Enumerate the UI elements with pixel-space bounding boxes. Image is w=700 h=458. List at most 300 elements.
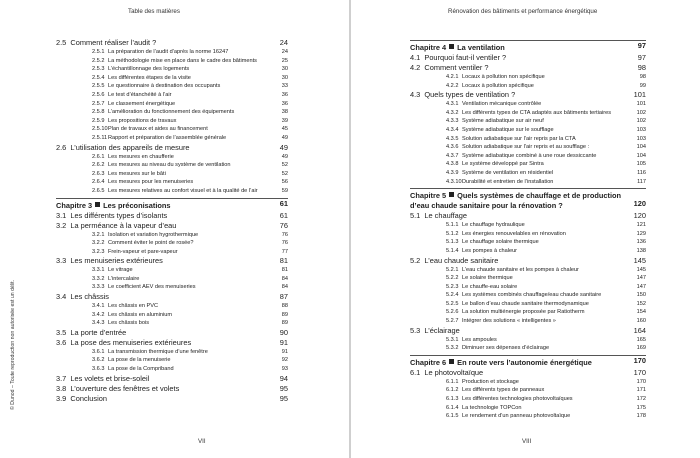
chapter-title-line2: d’eau chaude sanitaire pour la rénovation ?	[410, 201, 563, 211]
toc-entry-title: Diminuer ses dépenses d’éclairage	[462, 345, 550, 352]
toc-entry-number: 3.4.2	[92, 311, 105, 318]
toc-entry-number: 2.5.11	[92, 134, 108, 141]
toc-entry-number: 3.2.3	[92, 248, 105, 255]
toc-subsection-row	[410, 230, 646, 239]
toc-entry-title: La perméance à la vapeur d’eau	[70, 220, 177, 230]
toc-entry-number: 3.3.3	[92, 284, 105, 291]
toc-entry-number: 6.1.1	[446, 378, 459, 385]
toc-entry-number: 2.5	[56, 38, 67, 47]
toc-entry-number: 4.3.2	[446, 109, 459, 116]
toc-entry-page: 49	[281, 134, 288, 141]
toc-subsection-row	[410, 152, 646, 161]
copyright-notice: © Dunod – Toute reproduction non autorisée est un délit.	[10, 279, 16, 410]
toc-entry-title: La technologie TOPCon	[462, 404, 522, 411]
toc-entry-page: 120	[633, 199, 646, 209]
toc-entry-number: 3.6.3	[92, 366, 105, 373]
toc-section-row	[410, 90, 646, 100]
toc-subsection-row	[56, 125, 288, 134]
toc-entry-number: 5.1.1	[446, 222, 459, 229]
chapter-title: La ventilation	[457, 43, 505, 52]
toc-entry-title: L’utilisation des appareils de mesure	[70, 142, 190, 152]
toc-subsection-row	[410, 247, 646, 256]
toc-subsection-row	[56, 275, 288, 284]
toc-entry-number: 2.5.6	[92, 91, 105, 98]
toc-subsection-row	[410, 395, 646, 404]
toc-entry-number: 2.5.3	[92, 66, 105, 73]
toc-entry-number: 4.1	[410, 53, 421, 62]
chapter-number: Chapitre 4	[410, 43, 447, 52]
toc-section-row	[410, 53, 646, 63]
toc-entry-page: 154	[636, 309, 646, 316]
toc-entry-title: Les différents types d’isolants	[70, 210, 168, 220]
toc-entry-page: 76	[281, 231, 288, 238]
toc-section-label	[56, 256, 163, 266]
toc-entry-title: La préparation de l’audit d’après la norme 16247	[108, 49, 229, 55]
toc-entry-page: 104	[636, 144, 646, 151]
toc-entry-number: 2.5.10	[92, 126, 108, 133]
toc-entry-title: Le chauffe-eau solaire	[462, 283, 518, 290]
toc-entry-page: 76	[281, 240, 288, 247]
toc-entry-title: Ventilation mécanique contrôlée	[462, 101, 542, 108]
toc-entry-number: 2.6.4	[92, 179, 105, 186]
chapter-number: Chapitre 6	[410, 357, 447, 367]
toc-entry-page: 33	[281, 83, 288, 90]
toc-entry-number: 6.1.4	[446, 404, 459, 411]
toc-entry-title: Plan de travaux et aides au financement	[108, 126, 208, 133]
toc-entry-title: Les mesures sur le bâti	[108, 170, 166, 177]
toc-entry-number: 4.3.5	[446, 135, 459, 142]
toc-subsection-row	[410, 412, 646, 421]
toc-entry-page: 76	[279, 220, 288, 230]
toc-entry-number: 2.5.4	[92, 74, 105, 81]
toc-section-label	[410, 256, 498, 266]
toc-section-row	[56, 256, 288, 266]
toc-entry-number: 4.3.1	[446, 101, 459, 108]
toc-entry-title: La solution multiénergie proposée par Ratiotherm	[462, 309, 585, 316]
toc-entry-title: Les menuiseries extérieures	[70, 256, 163, 266]
toc-entry-title: Locaux à pollution spécifique	[462, 82, 534, 89]
toc-entry-title: L’ouverture des fenêtres et volets	[70, 383, 180, 393]
toc-entry-title: La pose de la Compriband	[108, 366, 174, 373]
toc-entry-title: Système adiabatique combiné à une roue dessiccante	[462, 152, 597, 159]
toc-subsection-row	[56, 48, 288, 57]
toc-entry-title: La porte d’entrée	[70, 327, 127, 337]
toc-entry-page: 92	[281, 357, 288, 364]
toc-entry-title: Le questionnaire à destination des occupants	[108, 83, 221, 90]
toc-entry-page: 171	[636, 387, 646, 394]
toc-section-row	[56, 211, 288, 221]
toc-entry-title: Les systèmes combinés chauffage/eau chaude sanitaire	[462, 292, 602, 299]
toc-subsection-row	[410, 169, 646, 178]
toc-entry-page: 170	[633, 367, 646, 377]
toc-entry-number: 2.6	[56, 142, 67, 152]
toc-subsection-row	[410, 308, 646, 317]
toc-subsection-row	[56, 239, 288, 248]
toc-entry-number: 3.4	[56, 292, 67, 302]
toc-entry-page: 101	[633, 90, 646, 100]
toc-entry-number: 5.2.1	[446, 266, 459, 273]
toc-subsection-row	[410, 283, 646, 292]
toc-entry-number: 3.1	[56, 210, 67, 220]
toc-section-label	[56, 211, 167, 221]
toc-entry-title: Conclusion	[70, 393, 107, 403]
toc-entry-title: Durabilité et entretien de l’installation	[462, 178, 554, 185]
toc-entry-page: 56	[281, 179, 288, 186]
toc-entry-number: 3.5	[56, 327, 67, 337]
toc-entry-number: 2.5.8	[92, 109, 105, 116]
toc-entry-number: 3.4.3	[92, 320, 105, 327]
toc-entry-number: 3.6.1	[92, 348, 105, 355]
toc-entry-page: 116	[637, 169, 646, 176]
toc-entry-number: 2.6.1	[92, 153, 105, 160]
toc-entry-number: 2.5.2	[92, 57, 105, 64]
toc-entry-page: 89	[281, 320, 288, 327]
toc-entry-number: 6.1.2	[446, 387, 459, 394]
toc-subsection-row	[410, 143, 646, 152]
toc-entry-title: Solution adiabatique sur l’air repris par la CTA	[462, 135, 576, 142]
toc-entry-number: 2.6.5	[92, 187, 105, 194]
toc-section-row	[410, 63, 646, 73]
toc-subsection-row	[56, 348, 288, 357]
toc-entry-title: Les châssis bois	[108, 320, 150, 327]
toc-section-label	[410, 53, 506, 63]
chapter-number: Chapitre 3	[56, 200, 93, 210]
chapter-bullet-icon	[95, 202, 100, 207]
toc-entry-title: Comment ventiler ?	[424, 63, 489, 72]
toc-entry-page: 39	[281, 117, 288, 124]
toc-subsection-row	[410, 266, 646, 275]
toc-entry-page: 38	[281, 109, 288, 116]
toc-chapter-label	[410, 191, 621, 211]
toc-entry-page: 138	[636, 247, 646, 254]
toc-entry-number: 5.2.5	[446, 300, 459, 307]
toc-entry-number: 3.3.1	[92, 267, 105, 274]
toc-entry-page: 145	[633, 255, 646, 265]
toc-entry-page: 81	[279, 256, 288, 266]
toc-entry-title: Isolation et variation hygrothermique	[108, 231, 199, 238]
folio-left: VII	[198, 438, 206, 445]
toc-entry-page: 89	[281, 311, 288, 318]
toc-subsection-row	[56, 117, 288, 126]
toc-entry-title: L’intercalaire	[108, 275, 140, 282]
toc-entry-title: Les différentes étapes de la visite	[108, 74, 191, 81]
toc-subsection-row	[410, 160, 646, 169]
toc-entry-page: 36	[281, 100, 288, 107]
toc-subsection-row	[56, 365, 288, 374]
toc-entry-page: 52	[281, 162, 288, 169]
toc-entry-number: 3.3	[56, 256, 67, 266]
toc-subsection-row	[410, 344, 646, 353]
toc-entry-page: 88	[281, 303, 288, 310]
toc-entry-page: 147	[636, 275, 646, 282]
toc-entry-page: 147	[636, 283, 646, 290]
running-head-left: Table des matières	[128, 8, 180, 15]
toc-entry-number: 5.1.2	[446, 230, 459, 237]
toc-entry-number: 4.2.2	[446, 82, 459, 89]
toc-subsection-row	[56, 82, 288, 91]
toc-entry-page: 95	[279, 393, 288, 403]
toc-subsection-row	[410, 126, 646, 135]
toc-subsection-row	[410, 274, 646, 283]
toc-subsection-row	[56, 302, 288, 311]
toc-entry-title: Comment réaliser l’audit ?	[70, 38, 157, 47]
toc-subsection-row	[56, 134, 288, 143]
toc-entry-title: Les énergies renouvelables en rénovation	[462, 230, 566, 237]
toc-entry-page: 81	[281, 267, 288, 274]
toc-subsection-row	[410, 378, 646, 387]
toc-chapter-label	[56, 201, 171, 211]
toc-entry-number: 2.5.5	[92, 83, 105, 90]
toc-entry-number: 4.2.1	[446, 74, 459, 80]
toc-entry-page: 129	[636, 230, 646, 237]
toc-entry-page: 91	[279, 337, 288, 347]
toc-section-row	[56, 221, 288, 231]
toc-section-row	[56, 394, 288, 404]
toc-entry-page: 165	[636, 336, 646, 343]
toc-entry-number: 6.1	[410, 367, 421, 377]
toc-entry-number: 3.6	[56, 337, 67, 347]
toc-subsection-row	[410, 178, 646, 187]
toc-section-row	[56, 384, 288, 394]
toc-entry-page: 103	[636, 126, 646, 133]
toc-entry-page: 117	[637, 178, 646, 185]
toc-entry-number: 2.5.7	[92, 100, 105, 107]
toc-subsection-row	[410, 117, 646, 126]
toc-entry-number: 2.6.3	[92, 170, 105, 177]
toc-entry-title: Les châssis	[70, 292, 110, 302]
toc-entry-title: Production et stockage	[462, 378, 519, 385]
toc-entry-page: 30	[281, 74, 288, 81]
toc-entry-page: 170	[636, 378, 646, 385]
toc-entry-number: 4.3.8	[446, 161, 459, 168]
toc-entry-number: 3.2	[56, 220, 67, 230]
toc-entry-number: 3.7	[56, 373, 67, 383]
toc-section-label	[56, 394, 107, 404]
toc-entry-page: 24	[279, 38, 288, 47]
toc-entry-title: Les châssis en aluminium	[108, 311, 173, 318]
toc-entry-number: 6.1.5	[446, 413, 459, 420]
toc-section-label	[56, 374, 149, 384]
toc-entry-page: 178	[636, 413, 646, 420]
toc-entry-page: 136	[636, 239, 646, 246]
toc-entry-title: Intégrer des solutions « intelligentes »	[462, 318, 556, 325]
toc-entry-title: Pourquoi faut-il ventiler ?	[424, 53, 507, 62]
toc-right	[410, 38, 646, 421]
toc-entry-page: 101	[636, 101, 646, 108]
toc-entry-number: 3.2.1	[92, 231, 105, 238]
toc-entry-page: 84	[281, 275, 288, 282]
toc-subsection-row	[410, 221, 646, 230]
toc-subsection-row	[410, 291, 646, 300]
chapter-title: Les préconisations	[103, 200, 171, 210]
toc-left	[56, 38, 288, 404]
toc-entry-page: 90	[279, 327, 288, 337]
toc-entry-page: 160	[636, 318, 646, 325]
toc-entry-title: Rapport et préparation de l’assemblée générale	[108, 134, 227, 141]
toc-entry-page: 45	[281, 126, 288, 133]
toc-entry-title: Les volets et brise-soleil	[70, 373, 150, 383]
toc-entry-number: 4.3.6	[446, 144, 459, 151]
toc-section-label	[410, 211, 467, 221]
toc-subsection-row	[56, 57, 288, 66]
toc-entry-number: 3.9	[56, 393, 67, 403]
toc-entry-page: 103	[636, 135, 646, 142]
toc-subsection-row	[56, 108, 288, 117]
toc-entry-number: 4.3.4	[446, 126, 459, 133]
chapter-title: En route vers l’autonomie énergétique	[457, 357, 592, 367]
toc-section-label	[410, 63, 488, 73]
toc-entry-title: Les mesures en chaufferie	[108, 153, 174, 160]
toc-chapter-label	[410, 358, 592, 368]
toc-entry-page: 25	[281, 57, 288, 64]
toc-entry-page: 102	[636, 109, 646, 116]
chapter-number: Chapitre 5	[410, 191, 447, 201]
toc-entry-title: Frein-vapeur et pare-vapeur	[108, 248, 178, 255]
toc-entry-page: 145	[636, 266, 646, 273]
toc-entry-page: 105	[636, 161, 646, 168]
toc-entry-page: 61	[279, 210, 288, 220]
toc-subsection-row	[410, 404, 646, 413]
toc-entry-number: 4.3.7	[446, 152, 459, 159]
toc-subsection-row	[56, 161, 288, 170]
toc-entry-title: Le rendement d’un panneau photovoltaïque	[462, 413, 571, 420]
toc-entry-page: 52	[281, 170, 288, 177]
toc-subsection-row	[410, 73, 646, 82]
toc-entry-title: L’eau chaude sanitaire	[424, 255, 499, 265]
toc-section-row	[56, 374, 288, 384]
toc-entry-title: Le photovoltaïque	[424, 367, 484, 377]
toc-subsection-row	[56, 91, 288, 100]
chapter-bullet-icon	[449, 44, 454, 49]
toc-entry-page: 170	[633, 355, 646, 365]
toc-section-row	[410, 368, 646, 378]
toc-entry-page: 49	[281, 153, 288, 160]
toc-section-row	[56, 338, 288, 348]
toc-entry-page: 93	[281, 366, 288, 373]
toc-section-label	[56, 292, 109, 302]
toc-subsection-row	[410, 317, 646, 326]
chapter-bullet-icon	[449, 192, 454, 197]
toc-entry-page: 98	[639, 74, 646, 80]
toc-chapter-row	[410, 40, 646, 53]
toc-chapter-row	[410, 188, 646, 211]
toc-entry-page: 150	[636, 292, 646, 299]
toc-entry-page: 175	[636, 404, 646, 411]
toc-entry-page: 120	[633, 211, 646, 221]
toc-entry-page: 97	[637, 41, 646, 50]
toc-entry-number: 5.2	[410, 255, 421, 265]
toc-entry-title: La transmission thermique d’une fenêtre	[108, 348, 208, 355]
toc-subsection-row	[56, 356, 288, 365]
toc-chapter-row	[410, 355, 646, 368]
toc-chapter-row	[56, 198, 288, 211]
toc-entry-page: 61	[279, 198, 288, 208]
toc-subsection-row	[56, 178, 288, 187]
toc-section-label	[56, 38, 156, 48]
toc-entry-number: 5.1.3	[446, 239, 459, 246]
toc-subsection-row	[56, 153, 288, 162]
toc-entry-page: 152	[636, 300, 646, 307]
toc-entry-page: 164	[633, 325, 646, 335]
toc-section-label	[410, 326, 460, 336]
toc-entry-title: Comment éviter le point de rosée?	[108, 240, 194, 247]
toc-entry-title: L’éclairage	[424, 325, 460, 335]
toc-section-label	[56, 143, 190, 153]
toc-entry-number: 5.2.4	[446, 292, 459, 299]
toc-subsection-row	[56, 74, 288, 83]
toc-section-row	[56, 38, 288, 48]
toc-entry-number: 5.1	[410, 211, 421, 221]
toc-entry-title: La pose de la menuiserie	[108, 357, 171, 364]
toc-entry-number: 3.2.2	[92, 240, 105, 247]
toc-entry-number: 3.8	[56, 383, 67, 393]
toc-entry-number: 2.5.1	[92, 49, 105, 55]
toc-entry-number: 4.3.9	[446, 169, 459, 176]
toc-subsection-row	[56, 311, 288, 320]
right-page	[350, 0, 700, 458]
toc-entry-title: Le chauffage solaire thermique	[462, 239, 539, 246]
toc-subsection-row	[56, 170, 288, 179]
toc-entry-page: 30	[281, 66, 288, 73]
toc-entry-title: Quels types de ventilation ?	[424, 90, 516, 100]
toc-entry-page: 87	[279, 292, 288, 302]
toc-entry-title: Système adiabatique sur air neuf	[462, 118, 544, 125]
toc-entry-number: 6.1.3	[446, 396, 459, 403]
toc-entry-title: Système adiabatique sur le soufflage	[462, 126, 554, 133]
chapter-bullet-icon	[449, 359, 454, 364]
toc-entry-title: L’échantillonnage des logements	[108, 66, 190, 73]
toc-entry-number: 5.3.1	[446, 336, 459, 343]
toc-entry-number: 4.3.3	[446, 118, 459, 125]
toc-entry-page: 121	[636, 222, 646, 229]
toc-subsection-row	[56, 65, 288, 74]
toc-entry-number: 2.6.2	[92, 162, 105, 169]
toc-entry-page: 77	[281, 248, 288, 255]
toc-subsection-row	[56, 100, 288, 109]
toc-section-label	[410, 368, 483, 378]
toc-entry-title: Le chauffage	[424, 211, 467, 221]
toc-entry-page: 49	[279, 142, 288, 152]
toc-entry-title: Les mesures pour les menuiseries	[108, 179, 194, 186]
toc-subsection-row	[410, 135, 646, 144]
toc-entry-title: Locaux à pollution non spécifique	[462, 74, 545, 80]
toc-entry-page: 104	[636, 152, 646, 159]
toc-entry-page: 98	[637, 63, 646, 72]
running-head-right: Rénovation des bâtiments et performance énergétique	[448, 8, 598, 15]
toc-section-label	[410, 90, 515, 100]
toc-entry-page: 169	[636, 345, 646, 352]
toc-entry-number: 5.2.7	[446, 318, 459, 325]
toc-subsection-row	[56, 248, 288, 257]
chapter-title: Quels systèmes de chauffage et de production	[457, 191, 622, 201]
toc-entry-title: Les mesures au niveau du système de ventilation	[108, 162, 231, 169]
toc-entry-page: 36	[281, 91, 288, 98]
toc-entry-number: 4.3	[410, 90, 421, 100]
toc-entry-number: 4.2	[410, 63, 421, 72]
toc-entry-page: 102	[636, 118, 646, 125]
toc-entry-title: L’eau chaude sanitaire et les pompes à chaleur	[462, 266, 579, 273]
toc-subsection-row	[410, 109, 646, 118]
toc-entry-page: 99	[639, 82, 646, 89]
toc-entry-page: 94	[279, 373, 288, 383]
toc-entry-title: Le chauffage hydraulique	[462, 222, 525, 229]
toc-entry-page: 97	[637, 53, 646, 62]
toc-subsection-row	[56, 283, 288, 292]
toc-entry-title: La méthodologie mise en place dans le cadre des bâtiments	[108, 57, 257, 64]
toc-subsection-row	[410, 386, 646, 395]
toc-entry-number: 3.4.1	[92, 303, 105, 310]
toc-entry-page: 84	[281, 284, 288, 291]
